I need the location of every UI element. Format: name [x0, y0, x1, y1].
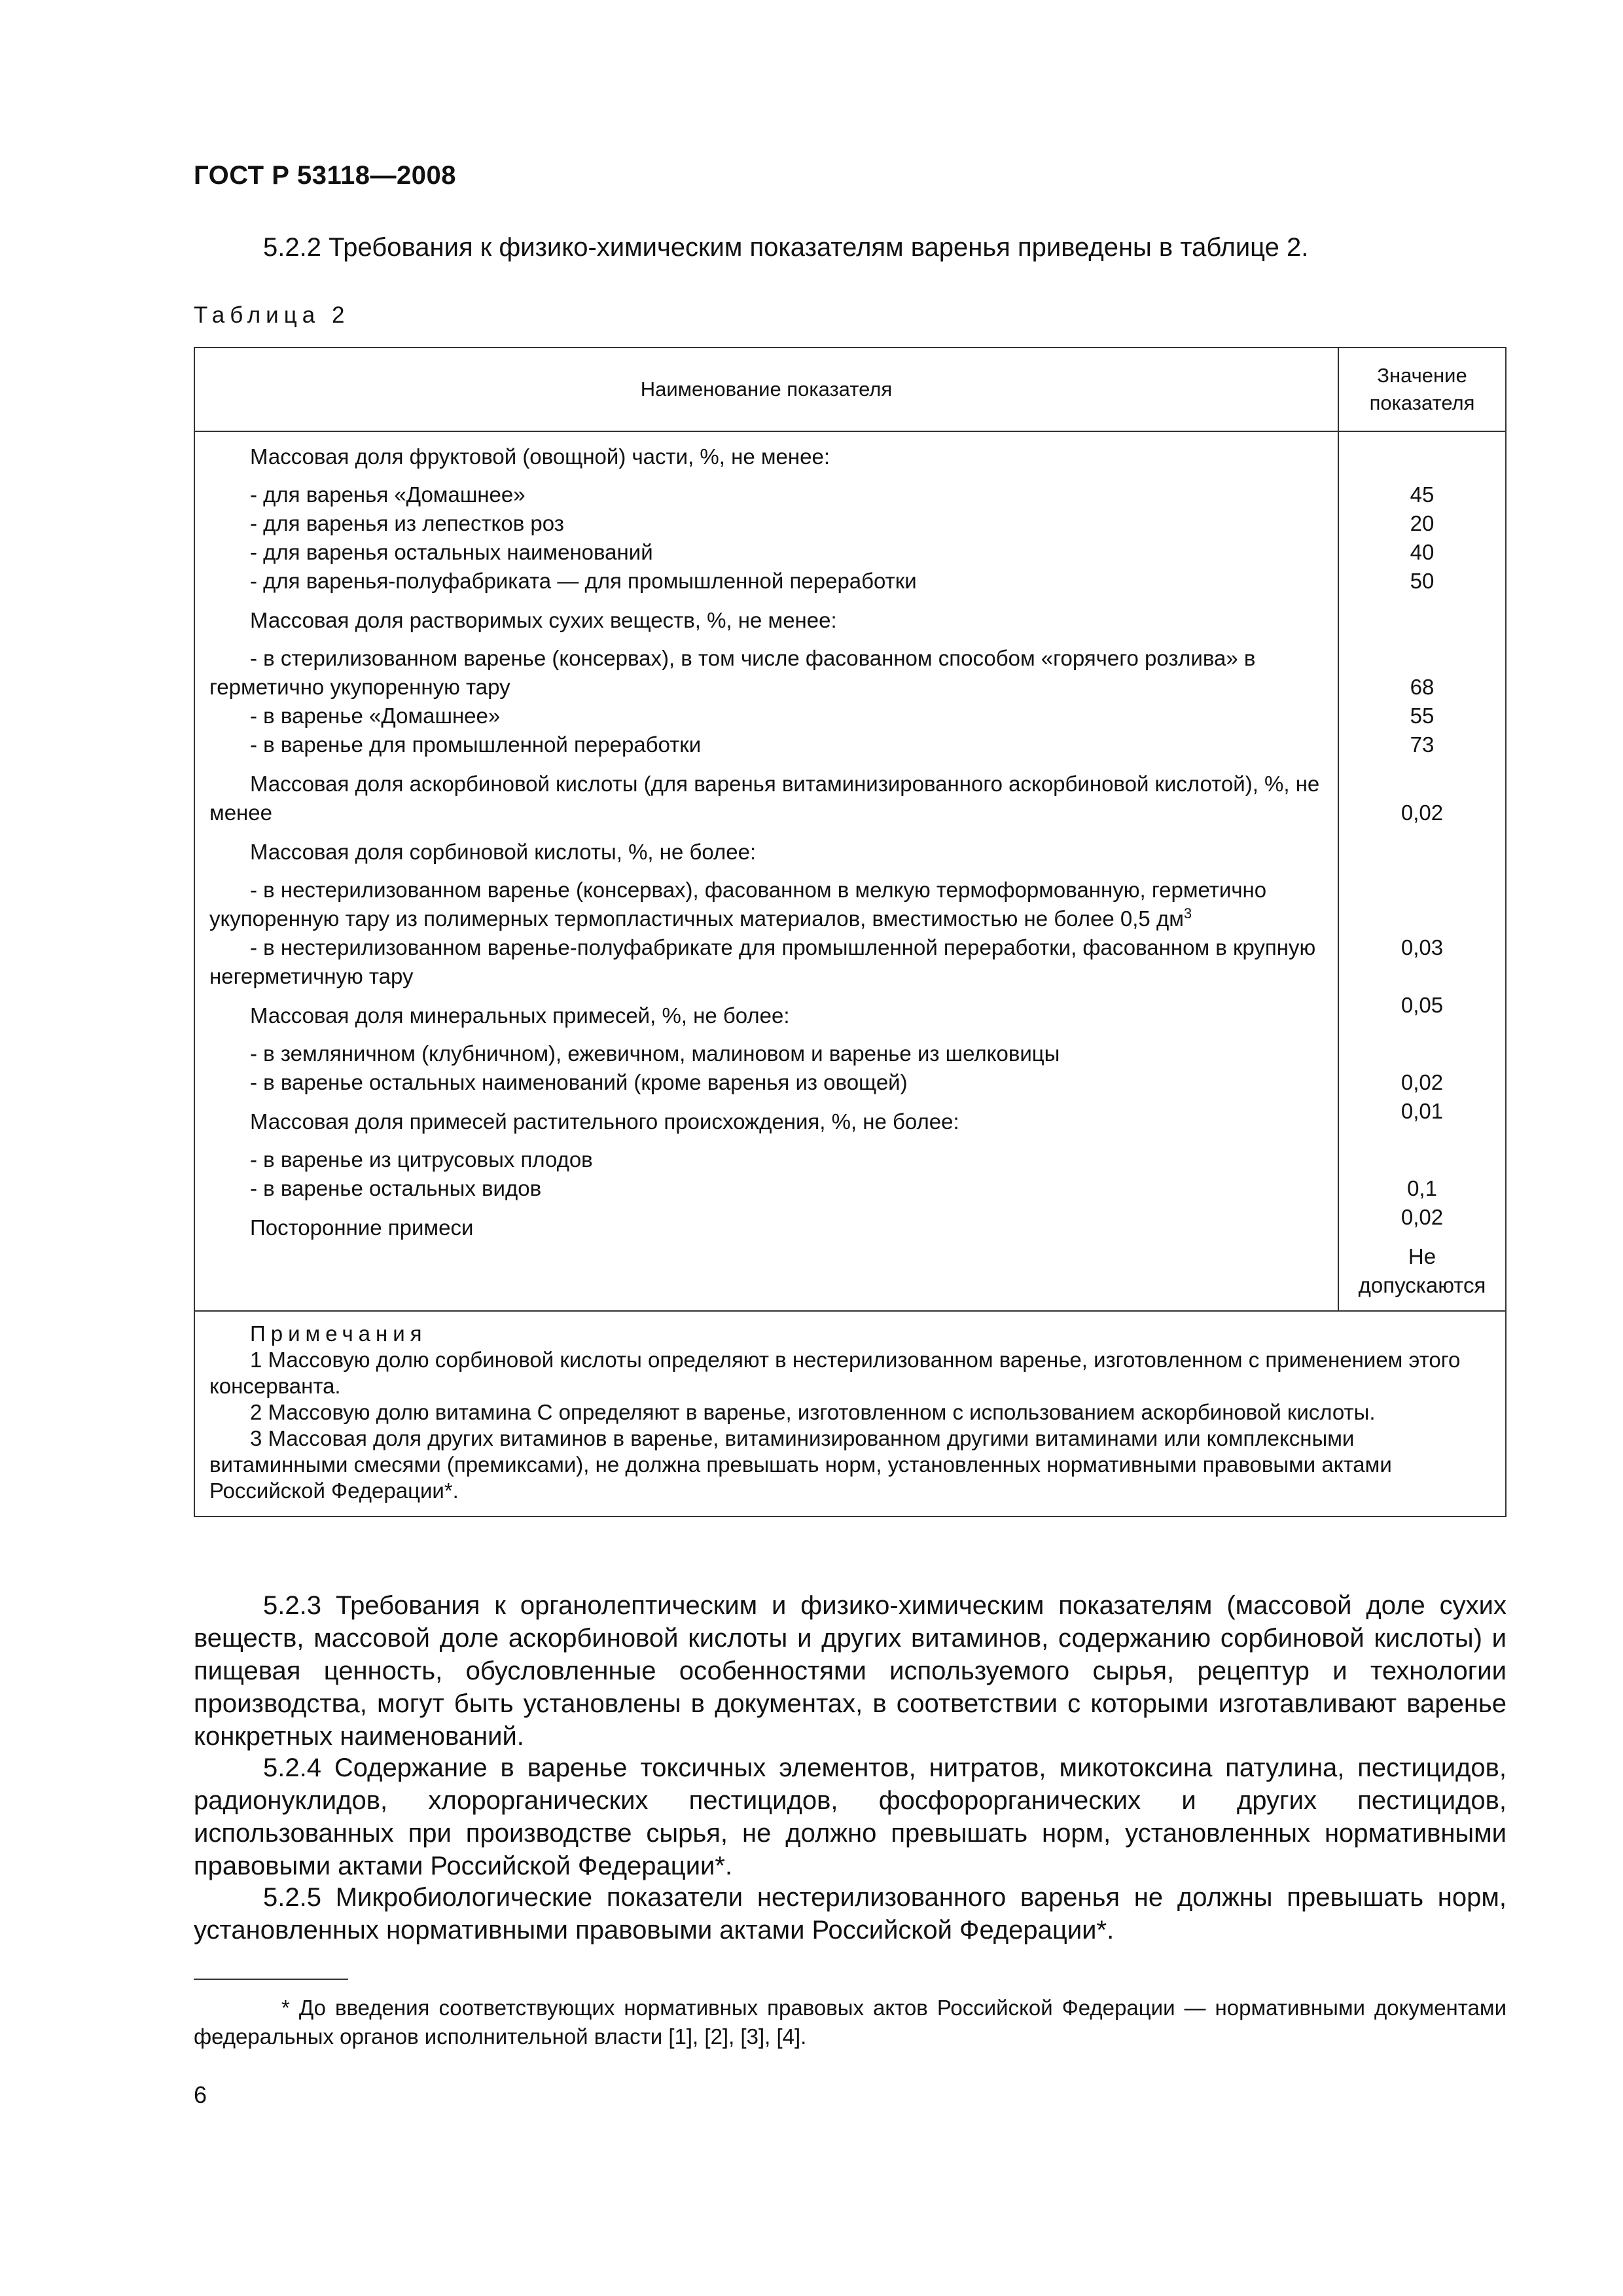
indicator-item: - для варенья-полуфабриката — для промышленной переработки: [250, 569, 917, 593]
table-caption: Таблица 2: [194, 302, 350, 328]
indicator-value: Не допускаются: [1358, 1244, 1486, 1297]
intro-paragraph: 5.2.2 Требования к физико-химическим показателям варенья приведены в таблице 2.: [263, 233, 1309, 262]
value-spacer: [1344, 644, 1500, 673]
indicator-group-title: Массовая доля минеральных примесей, %, не более:: [250, 1003, 790, 1028]
indicator-descriptions: [194, 431, 1338, 1311]
table-note: 1 Массовую долю сорбиновой кислоты определяют в нестерилизованном варенье, изготовленном с применением этого консерванта.: [209, 1348, 1461, 1398]
value-group-sorbic-acid: [1344, 838, 1500, 1020]
indicator-value: 0,05: [1400, 993, 1444, 1017]
indicator-group-title: Массовая доля растворимых сухих веществ, %, не менее:: [250, 608, 837, 632]
value-spacer: [1344, 442, 1500, 480]
page-number: 6: [194, 2081, 207, 2108]
indicator-item: - для варенья из лепестков роз: [250, 511, 564, 535]
value-spacer: [1344, 1136, 1500, 1174]
indicator-group-title: Массовая доля сорбиновой кислоты, %, не более:: [250, 840, 757, 864]
indicator-item: - в земляничном (клубничном), ежевичном, малиновом и варенье из шелковицы: [250, 1041, 1060, 1066]
indicator-group-foreign-impurities: [209, 1213, 1327, 1242]
indicator-group-fruit-part: [209, 442, 1327, 596]
notes-title: Примечания: [250, 1321, 427, 1346]
indicator-value: 40: [1410, 540, 1435, 564]
table-body-row: [194, 431, 1506, 1311]
value-spacer: [1344, 770, 1500, 798]
value-group-fruit-part: [1344, 442, 1500, 596]
indicator-group-plant-impurities: [209, 1107, 1327, 1203]
paragraph-5-2-5: 5.2.5 Микробиологические показатели нестерилизованного варенья не должны превышать норм, установленных нормативными правовыми актами Российской Федерации*.: [194, 1883, 1507, 1945]
indicator-value: 0,03: [1400, 935, 1444, 960]
table-note: 2 Массовую долю витамина С определяют в варенье, изготовленном с использованием аскорбиновой кислоты.: [250, 1400, 1376, 1424]
indicator-value: 50: [1410, 569, 1435, 593]
indicator-item: - в нестерилизованном варенье-полуфабрикате для промышленной переработки, фасованном в крупную негерметичную тару: [209, 935, 1316, 988]
indicator-value: 0,02: [1400, 1205, 1444, 1229]
indicator-value: 20: [1410, 511, 1435, 535]
value-group-plant-impurities: [1344, 1136, 1500, 1232]
indicator-value: 73: [1410, 732, 1435, 757]
superscript: 3: [1183, 905, 1192, 922]
indicator-value: 0,02: [1400, 1070, 1444, 1094]
footnote-divider: [194, 1979, 348, 1980]
indicator-group-title: Посторонние примеси: [250, 1215, 474, 1240]
indicator-group-mineral-impurities: [209, 1001, 1327, 1097]
table-notes: [194, 1311, 1506, 1516]
indicator-value: 68: [1410, 675, 1435, 699]
indicators-table: [194, 347, 1507, 1517]
indicator-item: - в варенье «Домашнее»: [250, 704, 501, 728]
document-header: ГОСТ Р 53118—2008: [194, 161, 456, 190]
value-group-soluble-solids: [1344, 606, 1500, 759]
indicator-item: - для варенья «Домашнее»: [250, 482, 526, 507]
value-spacer: [1344, 606, 1500, 644]
indicator-value: 0,1: [1407, 1176, 1437, 1200]
indicator-value: 0,02: [1400, 800, 1444, 825]
indicator-group-title: Массовая доля фруктовой (овощной) части, %, не менее:: [250, 444, 830, 469]
value-group-foreign-impurities: [1344, 1242, 1500, 1300]
footnote: * До введения соответствующих нормативных правовых актов Российской Федерации — нормативными документами федеральных органов исполнительной власти [1], [2], [3], [4].: [194, 1996, 1507, 2049]
value-spacer: [1344, 876, 1500, 905]
value-spacer: [1344, 838, 1500, 876]
indicator-item: - в варенье остальных наименований (кроме варенья из овощей): [250, 1070, 908, 1094]
indicator-item: [209, 876, 1327, 933]
paragraph-5-2-4: 5.2.4 Содержание в варенье токсичных элементов, нитратов, микотоксина патулина, пестицидов, радионуклидов, хлорорганических пестицидов, фосфорорганических и других пестицидов, использованных при производстве сырья, не должно превышать норм, установленных нормативными правовыми актами Российской Федерации*.: [194, 1753, 1507, 1880]
indicator-group-soluble-solids: [209, 606, 1327, 759]
indicator-item: - для варенья остальных наименований: [250, 540, 653, 564]
indicator-group-ascorbic-acid: [209, 770, 1327, 827]
indicator-values: [1338, 431, 1506, 1311]
table-notes-row: [194, 1311, 1506, 1516]
indicator-group-title: Массовая доля примесей растительного происхождения, %, не более:: [250, 1109, 959, 1134]
indicator-item-text: - в нестерилизованном варенье (консервах), фасованном в мелкую термоформованную, герметично укупоренную тару из полимерных термопластичных материалов, вместимостью не более 0,5 дм: [209, 878, 1267, 931]
column-header-name: Наименование показателя: [194, 348, 1338, 431]
indicator-group-sorbic-acid: [209, 838, 1327, 991]
value-group-mineral-impurities: [1344, 1030, 1500, 1126]
paragraph-5-2-3: 5.2.3 Требования к органолептическим и физико-химическим показателям (массовой доле сухих веществ, массовой доле аскорбиновой кислоты и других витаминов, содержанию сорбиновой кислоты) и пищевая ценность, обусловленные особенностями используемого сырья, рецептур и технологии производства, могут быть установлены в документах, в соответствии с которыми изготавливают варенье конкретных наименований.: [194, 1591, 1507, 1751]
value-spacer: [1344, 905, 1500, 933]
indicator-item: - в стерилизованном варенье (консервах), в том числе фасованном способом «горячего розлива» в герметично укупоренную тару: [209, 646, 1256, 699]
indicator-value: 55: [1410, 704, 1435, 728]
indicator-value: 0,01: [1400, 1099, 1444, 1123]
indicator-group-title: Массовая доля аскорбиновой кислоты (для варенья витаминизированного аскорбиновой кислотой), %, не менее: [209, 772, 1320, 825]
value-group-ascorbic-acid: [1344, 770, 1500, 827]
indicator-item: - в варенье из цитрусовых плодов: [250, 1147, 593, 1172]
value-spacer: [1344, 1030, 1500, 1068]
table-note: 3 Массовая доля других витаминов в варенье, витаминизированном другими витаминами или комплексными витаминными смесями (премиксами), не должна превышать норм, установленных нормативными правовыми актами Российской Федерации*.: [209, 1426, 1392, 1503]
column-header-value: Значение показателя: [1338, 348, 1506, 431]
value-spacer: [1344, 962, 1500, 991]
indicator-value: 45: [1410, 482, 1435, 507]
indicator-item: - в варенье остальных видов: [250, 1176, 542, 1200]
indicator-item: - в варенье для промышленной переработки: [250, 732, 702, 757]
table-header-row: [194, 348, 1506, 431]
